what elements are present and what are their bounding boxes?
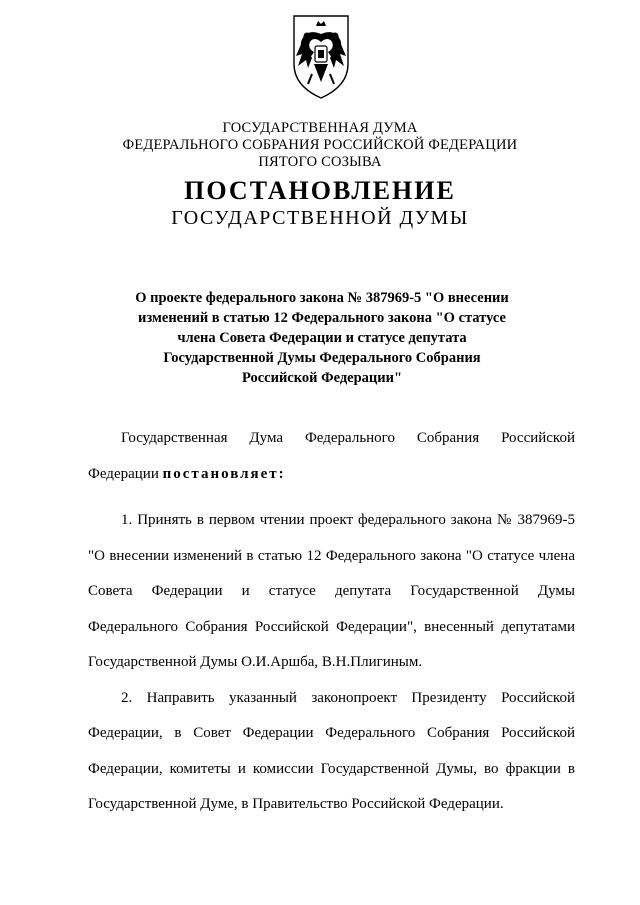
double-headed-eagle-icon <box>290 12 352 100</box>
preamble-verb: постановляет: <box>162 465 286 482</box>
subject-line: Государственной Думы Федерального Собрания <box>163 350 481 366</box>
header-line-3: ПЯТОГО СОЗЫВА <box>258 154 382 170</box>
preamble-paragraph <box>88 421 575 492</box>
subject-line: члена Совета Федерации и статусе депутата <box>177 330 467 346</box>
subject-line: Российской Федерации" <box>241 370 403 386</box>
document-title-block <box>0 176 640 230</box>
resolution-body <box>88 421 575 823</box>
subject-line: изменений в статью 12 Федерального закона "О статусе <box>138 310 506 326</box>
paragraph-1: 1. Принять в первом чтении проект федерального закона № 387969-5 "О внесении изменений в статью 12 Федерального закона "О статусе члена Совета Федерации и статусе депутата Государственной Думы Федерального Собрания Российской Федерации", внесенный депутатами Государственной Думы О.И.Аршба, В.Н.Плигиным. <box>88 512 575 670</box>
paragraph-2: 2. Направить указанный законопроект Президенту Российской Федерации, в Совет Федерации Федерального Собрания Российской Федерации, комитеты и комиссии Государственной Думы, во фракции в Государственной Думе, в Правительство Российской Федерации. <box>88 689 575 812</box>
coat-of-arms-emblem <box>290 12 352 100</box>
header-line-1: ГОСУДАРСТВЕННАЯ ДУМА <box>222 120 418 136</box>
preamble-text: Государственная Дума Федерального Собрания Российской Федерации <box>88 430 575 482</box>
document-title: ПОСТАНОВЛЕНИЕ <box>184 176 456 205</box>
resolution-subject <box>130 288 514 388</box>
subject-line: О проекте федерального закона № 387969-5 "О внесении <box>135 290 509 306</box>
header-line-2: ФЕДЕРАЛЬНОГО СОБРАНИЯ РОССИЙСКОЙ ФЕДЕРАЦИИ <box>122 137 518 153</box>
document-subtitle: ГОСУДАРСТВЕННОЙ ДУМЫ <box>171 207 469 229</box>
document-header <box>0 120 640 171</box>
